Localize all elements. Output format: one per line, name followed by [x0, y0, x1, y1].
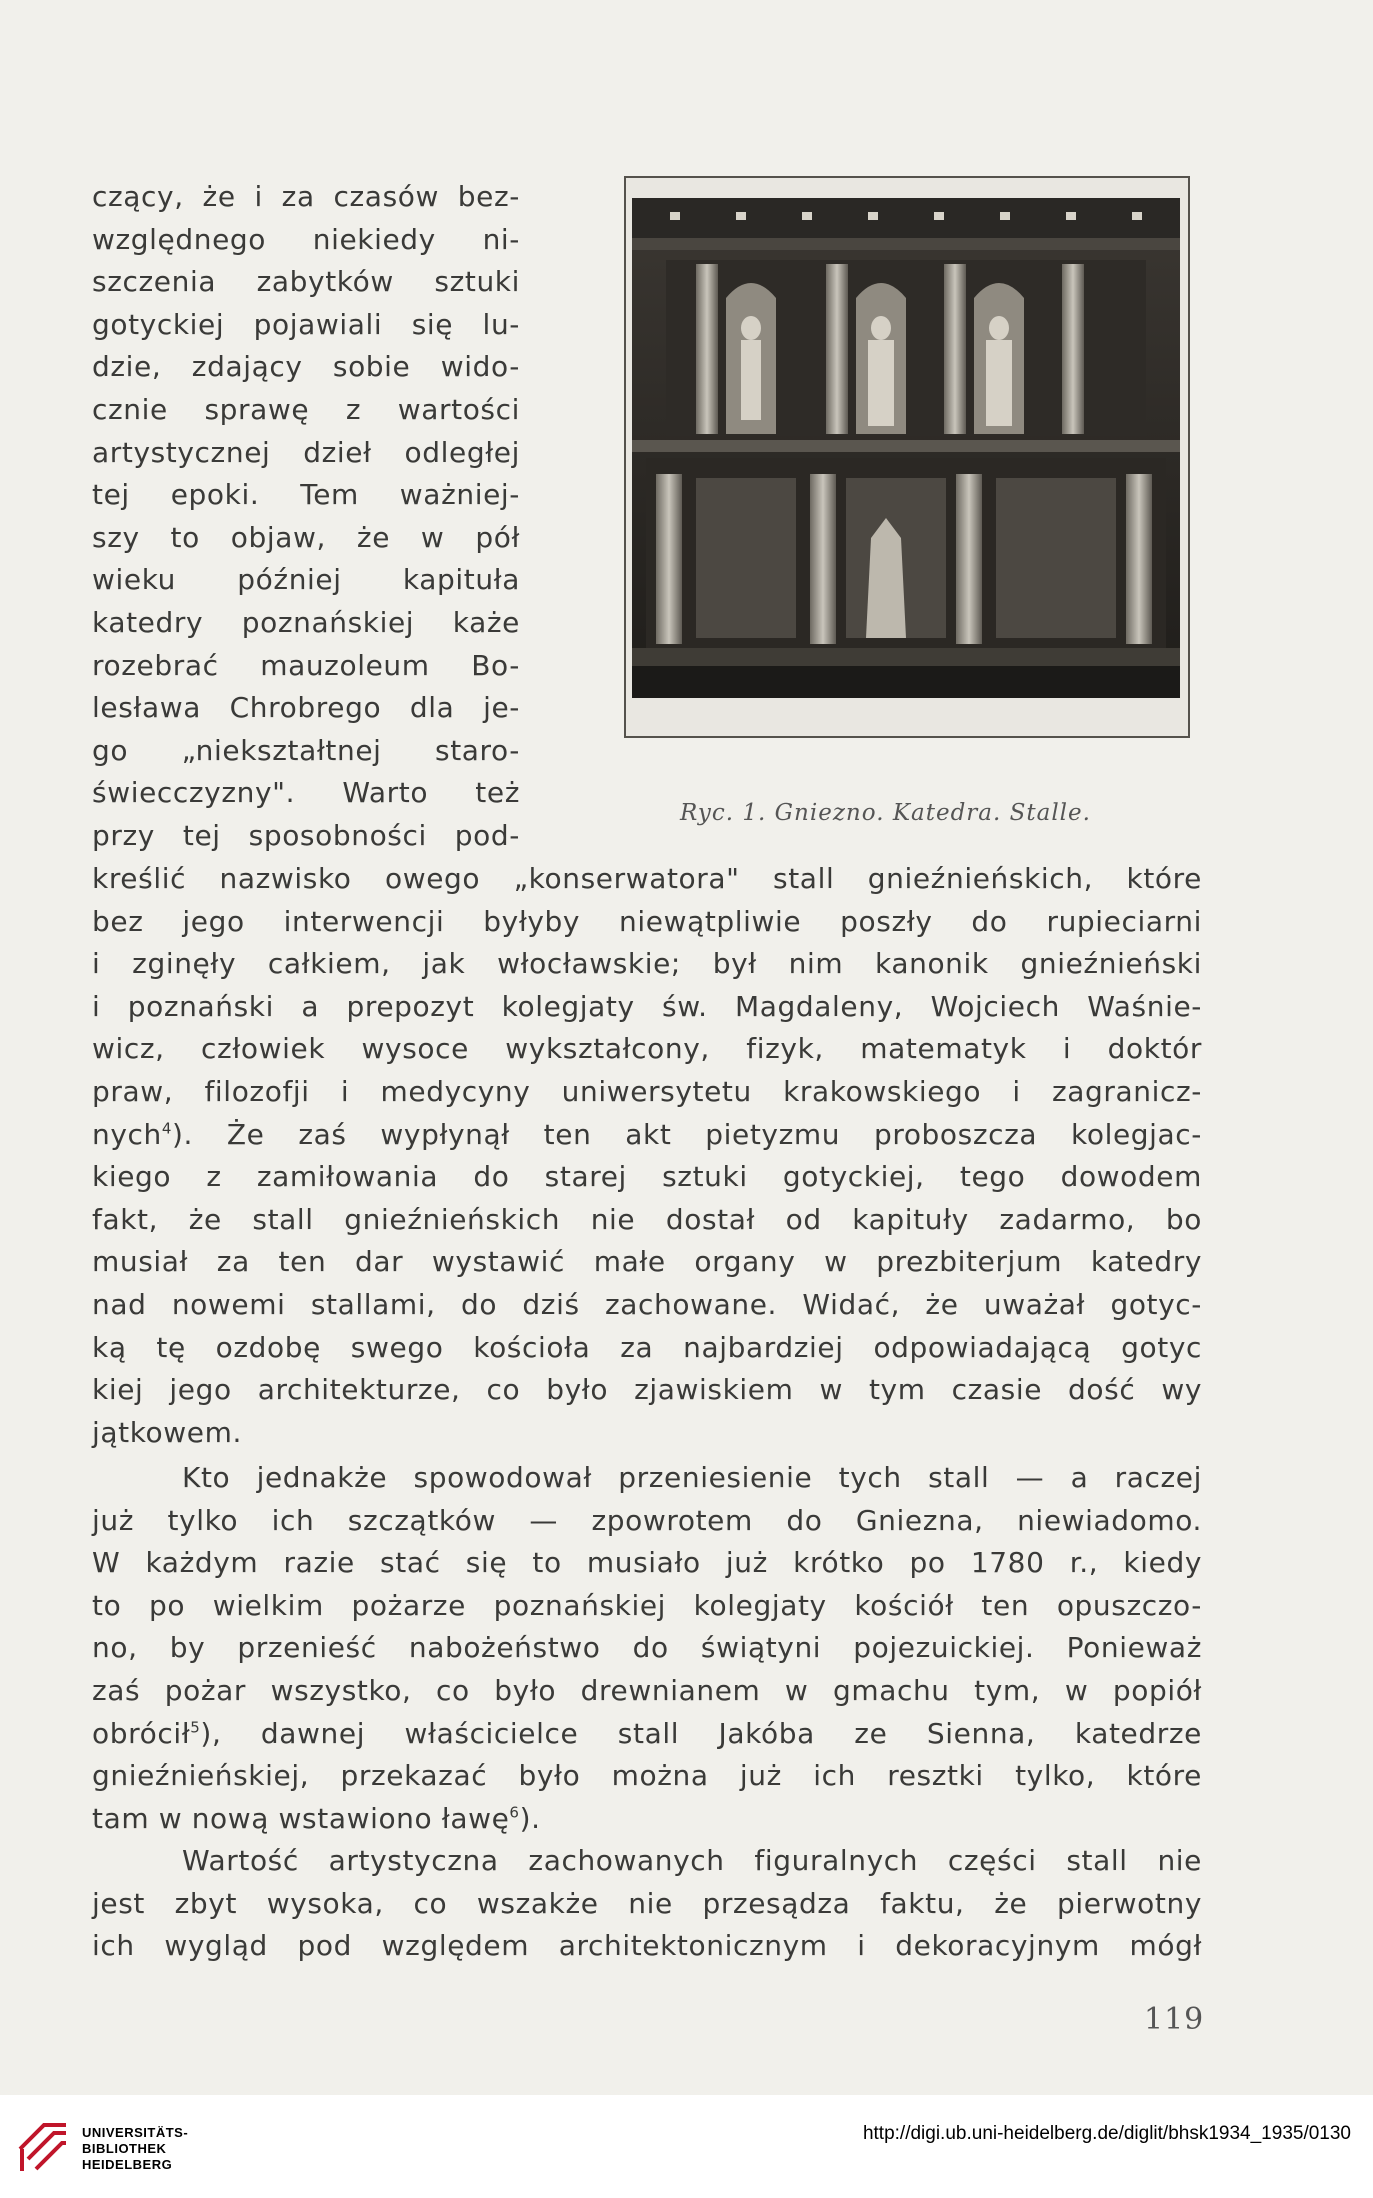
text-fragment: obrócił: [92, 1716, 191, 1750]
text-line: bez jego interwencji byłyby niewątpliwie poszły do rupieciarni: [92, 904, 1202, 938]
paragraph-1: [92, 858, 1202, 1454]
text-line: W każdym razie stać się to musiało już krótko po 1780 r., kiedy: [92, 1546, 1202, 1580]
text-line: Wartość artystyczna zachowanych figuralnych części stall nie: [182, 1844, 1202, 1877]
text-line: kiego z zamiłowania do starej sztuki gotyckiej, tego dowodem: [92, 1160, 1202, 1194]
text-line: ką tę ozdobę swego kościoła za najbardziej odpowiadającą gotyc: [92, 1330, 1202, 1364]
paragraph-3: [92, 1840, 1202, 1968]
text-fragment: nych: [92, 1117, 162, 1151]
text-line: i zginęły całkiem, jak włocławskie; był nim kanonik gnieźnieński: [92, 947, 1202, 981]
text-line: [92, 1798, 1202, 1841]
footnote-marker: 5: [190, 1718, 201, 1737]
library-name: [82, 2125, 188, 2173]
text-line: to po wielkim pożarze poznańskiej kolegjaty kościół ten opuszczo-: [92, 1588, 1202, 1622]
library-name-line: HEIDELBERG: [82, 2157, 173, 2172]
text-line: względnego niekiedy ni-: [92, 222, 520, 256]
paragraph-2: [92, 1457, 1202, 1840]
source-url-link[interactable]: http://digi.ub.uni-heidelberg.de/diglit/bhsk1934_1935/0130: [862, 2123, 1351, 2144]
text-line: już tylko ich szczątków — zpowrotem do Gniezna, niewiadomo.: [92, 1503, 1202, 1537]
text-line: musiał za ten dar wystawić małe organy w prezbiterjum katedry: [92, 1245, 1202, 1279]
text-line: nad nowemi stallami, do dziś zachowane. Widać, że uważał gotyc-: [92, 1287, 1202, 1321]
footnote-marker: 6: [509, 1803, 520, 1822]
text-line: świecczyzny". Warto też: [92, 776, 520, 810]
library-name-line: BIBLIOTHEK: [82, 2141, 167, 2156]
text-line: tej epoki. Tem ważniej-: [92, 478, 520, 512]
text-line: praw, filozofji i medycyny uniwersytetu krakowskiego i zagranicz-: [92, 1074, 1202, 1108]
text-line: jest zbyt wysoka, co wszakże nie przesądza faktu, że pierwotny: [92, 1886, 1202, 1920]
stalls-illustration: [626, 178, 1188, 736]
text-line: szczenia zabytków sztuki: [92, 265, 520, 299]
library-logo-icon: [14, 2119, 72, 2177]
text-fragment: ), dawnej właścicielce stall Jakóba ze Sienna, katedrze: [200, 1716, 1202, 1750]
intro-paragraph: [92, 176, 520, 858]
stalls-photograph: [624, 176, 1190, 738]
footnote-marker: 4: [161, 1119, 173, 1138]
text-line: zaś pożar wszystko, co było drewnianem w gmachu tym, w popiół: [92, 1673, 1202, 1707]
text-line: [92, 1114, 1202, 1157]
page-number: 119: [1144, 2002, 1205, 2037]
text-line: go „niekształtnej staro-: [92, 733, 520, 767]
text-line: gotyckiej pojawiali się lu-: [92, 307, 520, 341]
library-name-line: UNIVERSITÄTS-: [82, 2125, 189, 2140]
text-line: czący, że i za czasów bez-: [92, 180, 520, 213]
text-line: cznie sprawę z wartości: [92, 392, 520, 426]
text-line: artystycznej dzieł odległej: [92, 435, 520, 469]
text-line: [92, 1713, 1202, 1756]
text-line: i poznański a prepozyt kolegjaty św. Magdaleny, Wojciech Waśnie-: [92, 989, 1202, 1023]
text-line: gnieźnieńskiej, przekazać było można już ich resztki tylko, które: [92, 1759, 1202, 1793]
text-line: lesława Chrobrego dla je-: [92, 691, 520, 725]
text-line: szy to objaw, że w pół: [92, 520, 520, 554]
text-fragment: ). Że zaś wypłynął ten akt pietyzmu proboszcza kolegjac-: [172, 1117, 1202, 1151]
text-line: fakt, że stall gnieźnieńskich nie dostał od kapituły zadarmo, bo: [92, 1202, 1202, 1236]
text-line: kreślić nazwisko owego „konserwatora" stall gnieźnieńskich, które: [92, 862, 1202, 895]
text-line: rozebrać mauzoleum Bo-: [92, 648, 520, 682]
text-fragment: ).: [519, 1801, 541, 1835]
text-line: Kto jednakże spowodował przeniesienie tych stall — a raczej: [182, 1461, 1202, 1494]
text-line: no, by przenieść nabożeństwo do świątyni pojezuickiej. Ponieważ: [92, 1631, 1202, 1665]
text-line: wieku później kapituła: [92, 563, 520, 597]
text-line: wicz, człowiek wysoce wykształcony, fizyk, matematyk i doktór: [92, 1032, 1202, 1066]
text-line: kiej jego architekturze, co było zjawiskiem w tym czasie dość wy: [92, 1373, 1202, 1407]
text-line: jątkowem.: [92, 1415, 242, 1449]
text-line: dzie, zdający sobie wido-: [92, 350, 520, 384]
text-line: ich wygląd pod względem architektonicznym i dekoracyjnym mógł: [92, 1929, 1202, 1963]
text-line: przy tej sposobności pod-: [92, 818, 520, 852]
figure-caption: Ryc. 1. Gniezno. Katedra. Stalle.: [680, 800, 1091, 826]
digitization-footer: [0, 2095, 1373, 2198]
text-fragment: tam w nową wstawiono ławę: [92, 1801, 510, 1835]
text-line: katedry poznańskiej każe: [92, 605, 520, 639]
